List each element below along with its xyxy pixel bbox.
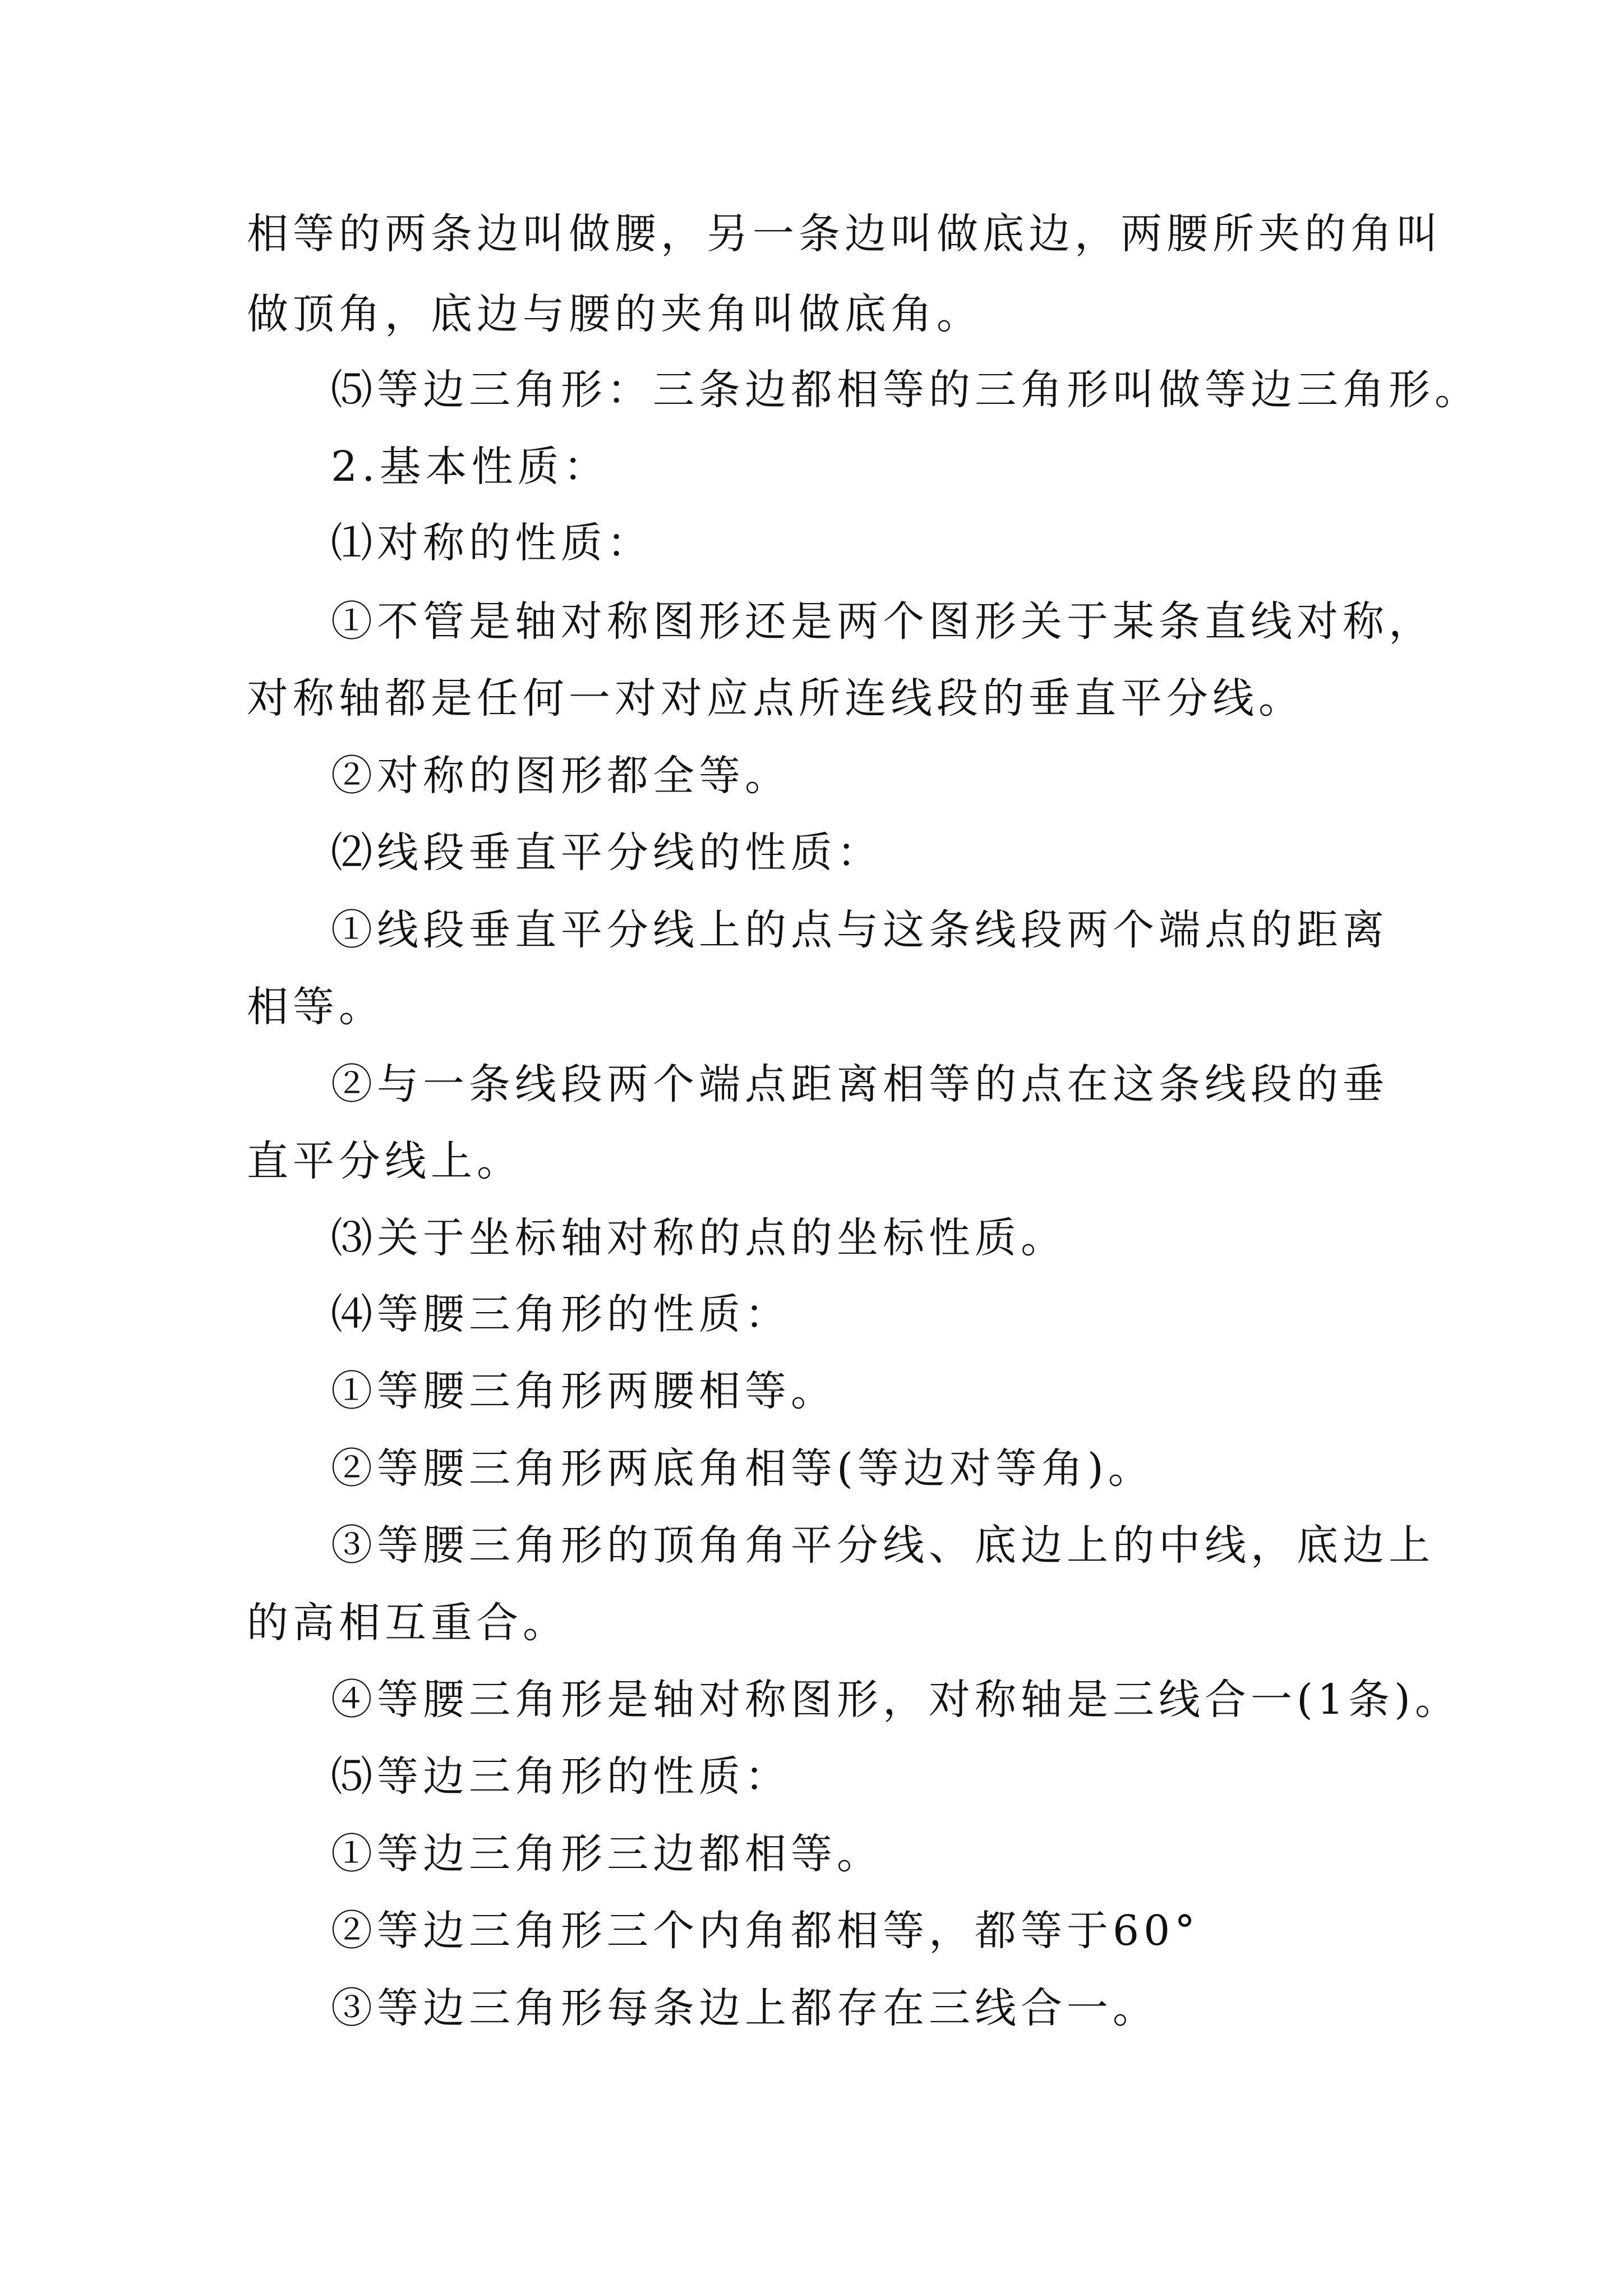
text-line-equilateral-3: ③等边三角形每条边上都存在三线合一。 xyxy=(331,1984,1159,2032)
text-line-bisector-3: ②与一条线段两个端点距离相等的点在这条线段的垂 xyxy=(331,1060,1389,1108)
text-line-symmetry-congruent: ②对称的图形都全等。 xyxy=(331,752,791,800)
text-line-equilateral-2: ②等边三角形三个内角都相等，都等于60° xyxy=(331,1907,1200,1955)
subheading-symmetry-properties: ⑴对称的性质： xyxy=(331,519,653,567)
subheading-coordinate-symmetry: ⑶关于坐标轴对称的点的坐标性质。 xyxy=(331,1214,1067,1262)
text-line-equilateral-1: ①等边三角形三边都相等。 xyxy=(331,1830,883,1878)
text-line-isosceles-definition-2: 做顶角，底边与腰的夹角叫做底角。 xyxy=(247,290,983,338)
text-line-isosceles-definition-1: 相等的两条边叫做腰，另一条边叫做底边，两腰所夹的角叫 xyxy=(247,210,1442,258)
text-line-bisector-2: 相等。 xyxy=(247,983,385,1031)
text-line-symmetry-2: 对称轴都是任何一对对应点所连线段的垂直平分线。 xyxy=(247,674,1304,723)
section-heading-basic-properties: 2.基本性质： xyxy=(331,443,610,491)
text-line-symmetry-1: ①不管是轴对称图形还是两个图形关于某条直线对称， xyxy=(331,597,1435,646)
text-line-isosceles-3: ③等腰三角形的顶角角平分线、底边上的中线，底边上 xyxy=(331,1521,1435,1570)
text-line-isosceles-3-cont: 的高相互重合。 xyxy=(247,1599,569,1647)
text-line-bisector-1: ①线段垂直平分线上的点与这条线段两个端点的距离 xyxy=(331,906,1389,954)
subheading-isosceles-properties: ⑷等腰三角形的性质： xyxy=(331,1290,791,1338)
text-line-isosceles-4: ④等腰三角形是轴对称图形，对称轴是三线合一(1条)。 xyxy=(331,1676,1461,1724)
text-line-bisector-4: 直平分线上。 xyxy=(247,1137,523,1185)
subheading-perpendicular-bisector: ⑵线段垂直平分线的性质： xyxy=(331,829,883,877)
text-line-isosceles-2: ②等腰三角形两底角相等(等边对等角)。 xyxy=(331,1444,1154,1493)
text-line-equilateral-definition: ⑸等边三角形：三条边都相等的三角形叫做等边三角形。 xyxy=(331,366,1481,414)
text-line-isosceles-1: ①等腰三角形两腰相等。 xyxy=(331,1367,837,1415)
subheading-equilateral-properties: ⑸等边三角形的性质： xyxy=(331,1752,791,1801)
